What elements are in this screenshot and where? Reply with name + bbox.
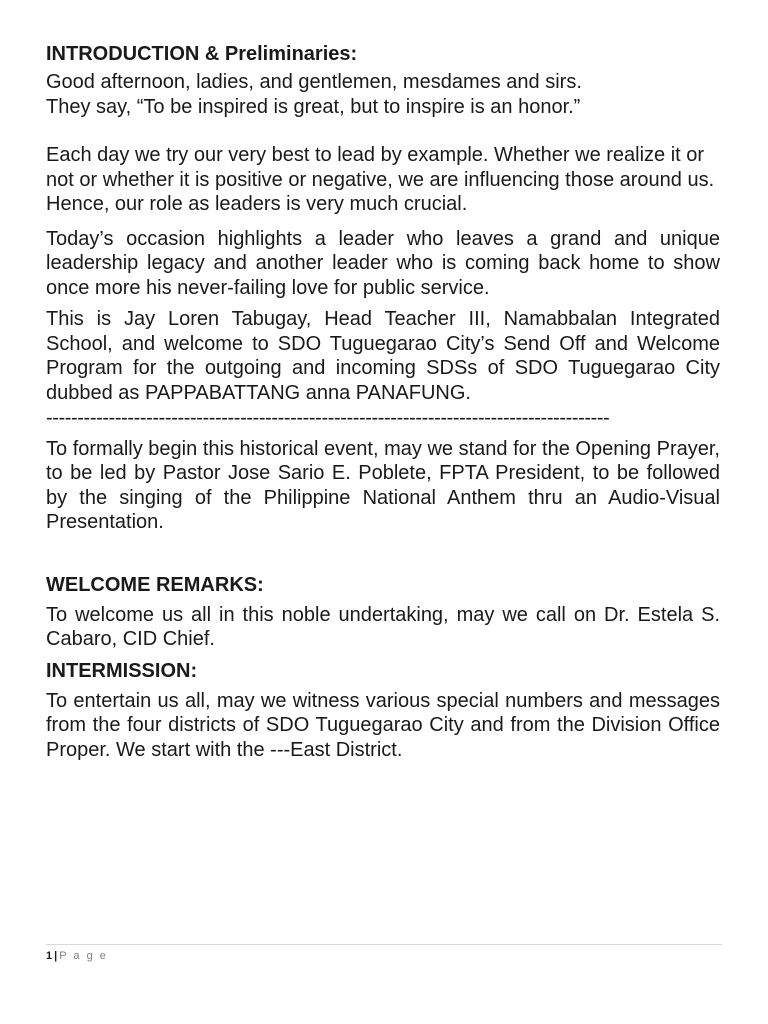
intro-heading: INTRODUCTION & Preliminaries: [46, 43, 358, 65]
section-separator: ------------------------------------------------------------------------------------------ [46, 407, 610, 429]
occasion-paragraph: Today’s occasion highlights a leader who leaves a grand and unique leadership legacy and another leader who is coming back home to show once more his never-failing love for public service. [46, 227, 720, 299]
page-footer [46, 944, 722, 963]
welcome-heading: WELCOME REMARKS: [46, 573, 264, 596]
lead-paragraph: Each day we try our very best to lead by example. Whether we realize it or not or whether it is positive or negative, we are influencing those around us. Hence, our role as leaders is very much crucial. [46, 144, 715, 215]
host-paragraph: This is Jay Loren Tabugay, Head Teacher III, Namabbalan Integrated School, and welcome to SDO Tuguegarao City’s Send Off and Welcome Program for the outgoing and incoming SDSs of SDO Tuguegarao City dubbed as PAPPABATTANG anna PANAFUNG. [46, 308, 720, 404]
greeting-line-2: They say, “To be inspired is great, but to inspire is an honor.” [46, 95, 581, 118]
footer-separator: | [54, 950, 58, 962]
page-label: P a g e [59, 950, 108, 962]
welcome-paragraph: To welcome us all in this noble undertaking, may we call on Dr. Estela S. Cabaro, CID Chief. [46, 603, 720, 650]
greeting-line-1: Good afternoon, ladies, and gentlemen, mesdames and sirs. [46, 71, 582, 93]
intermission-heading: INTERMISSION: [46, 659, 198, 682]
intermission-paragraph: To entertain us all, may we witness various special numbers and messages from the four districts of SDO Tuguegarao City and from the Division Office Proper. We start with the ---East District. [46, 689, 720, 761]
page-number: 1 [46, 950, 53, 962]
prayer-paragraph: To formally begin this historical event, may we stand for the Opening Prayer, to be led by Pastor Jose Sario E. Poblete, FPTA President, to be followed by the singing of the Philippine National Anthem thru an Audio-Visual Presentation. [46, 437, 720, 533]
document-page [46, 42, 720, 762]
